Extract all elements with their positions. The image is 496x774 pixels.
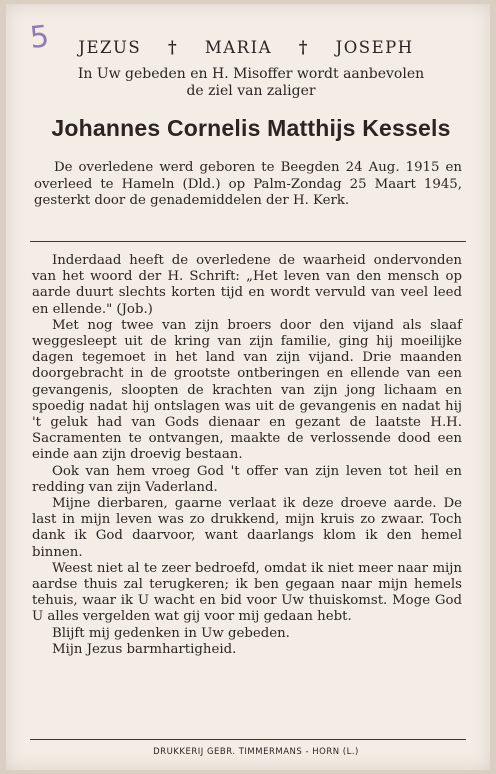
cross-icon: † <box>167 38 179 57</box>
memorial-body <box>32 253 462 658</box>
printer-imprint: DRUKKERIJ GEBR. TIMMERMANS - HORN (L.) <box>153 747 359 757</box>
paragraph: Mijne dierbaren, gaarne verlaat ik deze droeve aarde. De last in mijn leven was zo drukkend, mijn kruis zo zwaar. Toch dank ik God daarvoor, want daarlangs klom ik den hemel binnen. <box>32 496 462 560</box>
handwritten-number: 5 <box>28 19 51 56</box>
deceased-name: Johannes Cornelis Matthijs Kessels <box>51 115 451 141</box>
paragraph: Met nog twee van zijn broers door den vijand als slaaf weggesleept uit de kring van zijn familie, ging hij moeilijke dagen tegemoet in het land van zijn vijand. Drie maanden doorgebracht in de grootste ontberingen en ellende van een gevangenis, sloopten de krachten van zijn jong lichaam en spoedig nadat hij ontslagen was uit de gevangenis en nadat hij 't geluk had van Gods dienaar en gezant de laatste H.H. Sacramenten te ontvangen, maakte de verlossende dood een einde aan zijn droevig bestaan. <box>32 317 462 463</box>
paragraph: Inderdaad heeft de overledene de waarheid ondervonden van het woord der H. Schrift: „Het leven van den mensch op aarde duurt slechts korten tijd en wordt vervuld van veel leed en ellende." (Job.) <box>32 253 462 317</box>
paragraph: Blijft mij gedenken in Uw gebeden. <box>51 625 290 641</box>
holy-names-header <box>46 38 446 57</box>
header-joseph: JOSEPH <box>335 38 414 57</box>
divider-top <box>30 241 466 242</box>
divider-bottom <box>30 739 466 740</box>
paragraph: Mijn Jezus barmhartigheid. <box>51 641 237 657</box>
biography <box>34 160 462 210</box>
intro-line-1: In Uw gebeden en H. Misoffer wordt aanbevolen <box>77 66 425 82</box>
cross-icon: † <box>298 38 309 57</box>
paragraph: Ook van hem vroeg God 't offer van zijn leven tot heil en redding van zijn Vaderland. <box>32 463 462 495</box>
biography-text: De overledene werd geboren te Beegden 24 Aug. 1915 en overleed te Hameln (Dld.) op Palm-Zondag 25 Maart 1945, gesterkt door de genademiddelen der H. Kerk. <box>34 160 462 208</box>
intro-line-2: de ziel van zaliger <box>186 83 316 99</box>
header-jezus: JEZUS <box>78 38 142 57</box>
intro-text <box>36 66 466 100</box>
paragraph: Weest niet al te zeer bedroefd, omdat ik niet meer naar mijn aardse thuis zal terugkeren; ik ben gegaan naar mijn hemels tehuis, waar ik U wacht en bid voor Uw thuiskomst. Moge God U alles vergelden wat gij voor mij gedaan hebt. <box>32 560 462 625</box>
memorial-card <box>6 4 490 770</box>
header-maria: MARIA <box>204 38 273 57</box>
